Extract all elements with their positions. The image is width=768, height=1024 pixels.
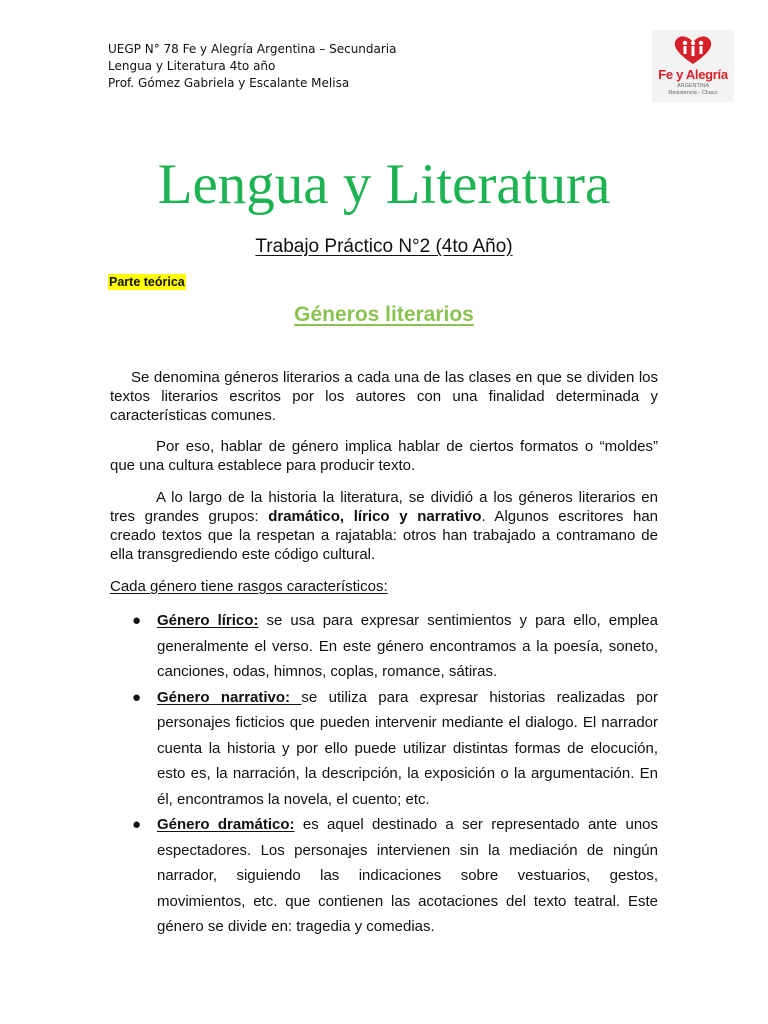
- paragraph-history-start: A lo largo de la historia la literatura, se dividió a los géneros literarios en tres grandes grupos:: [110, 489, 658, 525]
- genre-term: Género lírico:: [157, 612, 259, 629]
- bullet-icon: ●: [132, 688, 142, 706]
- assignment-subtitle: [0, 236, 768, 258]
- logo-name: Fe y Alegría: [658, 67, 728, 82]
- genre-description: es aquel destinado a ser representado ante unos espectadores. Los personajes intervienen sin la mediación de ningún narrador, siguiendo las indicaciones sobre vestuarios, gestos, movimientos, etc. que contienen las acotaciones del texto teatral. Este género se divide en: tragedia y comedias.: [157, 816, 659, 935]
- header-line-teachers: Prof. Gómez Gabriela y Escalante Melisa: [108, 76, 350, 90]
- paragraph-moldes: Por eso, hablar de género implica hablar de ciertos formatos o “moldes” que una cultura establece para producir texto.: [110, 438, 658, 474]
- list-item: [110, 608, 658, 685]
- paragraph-history-end: . Algunos escritores han creado textos que la respetan a rajatabla: otros han trabajado a contramano de ella transgrediendo este código cultural.: [110, 508, 658, 563]
- header-line-school: UEGP N° 78 Fe y Alegría Argentina – Secundaria: [108, 42, 397, 56]
- paragraph-definition: Se denomina géneros literarios a cada una de las clases en que se dividen los textos literarios escritos por los autores con una finalidad determinada y características comunes.: [110, 369, 658, 424]
- logo-location: Resistencia - Chaco: [668, 90, 718, 96]
- logo-country: ARGENTINA: [676, 83, 710, 89]
- parte-teorica-label: Parte teórica: [109, 275, 185, 289]
- paragraph-history: [110, 488, 658, 564]
- section-title: [0, 303, 768, 327]
- genre-description: se utiliza para expresar historias realizadas por personajes ficticios que pueden intervenir mediante el dialogo. El narrador cuenta la historia y por ello puede utilizar distintas formas de elocución, esto es, la narración, la descripción, la exposición o la argumentación. En él, encontramos la novela, el cuento; etc.: [157, 688, 658, 808]
- genre-term: Género dramático:: [157, 816, 295, 833]
- genres-list: [110, 608, 658, 940]
- fe-y-alegria-logo: [652, 30, 734, 102]
- bullet-icon: ●: [132, 612, 142, 629]
- header-line-subject: Lengua y Literatura 4to año: [108, 59, 276, 73]
- section-title-text: Géneros literarios: [294, 303, 474, 326]
- heart-people-icon: [652, 30, 734, 70]
- list-item: [110, 812, 658, 940]
- page-title: Lengua y Literatura: [157, 153, 611, 216]
- list-item: [110, 685, 658, 813]
- assignment-subtitle-text: Trabajo Práctico N°2 (4to Año): [255, 236, 513, 257]
- paragraph-rasgos: Cada género tiene rasgos característicos:: [110, 578, 388, 595]
- bullet-icon: ●: [132, 816, 142, 833]
- paragraph-history-groups: dramático, lírico y narrativo: [268, 508, 482, 525]
- school-header: [108, 41, 397, 92]
- genre-description: se usa para expresar sentimientos y para ello, emplea generalmente el verso. En este género encontramos a la poesía, soneto, canciones, odas, himnos, coplas, romance, sátiras.: [157, 612, 658, 680]
- genre-term: Género narrativo:: [157, 688, 302, 706]
